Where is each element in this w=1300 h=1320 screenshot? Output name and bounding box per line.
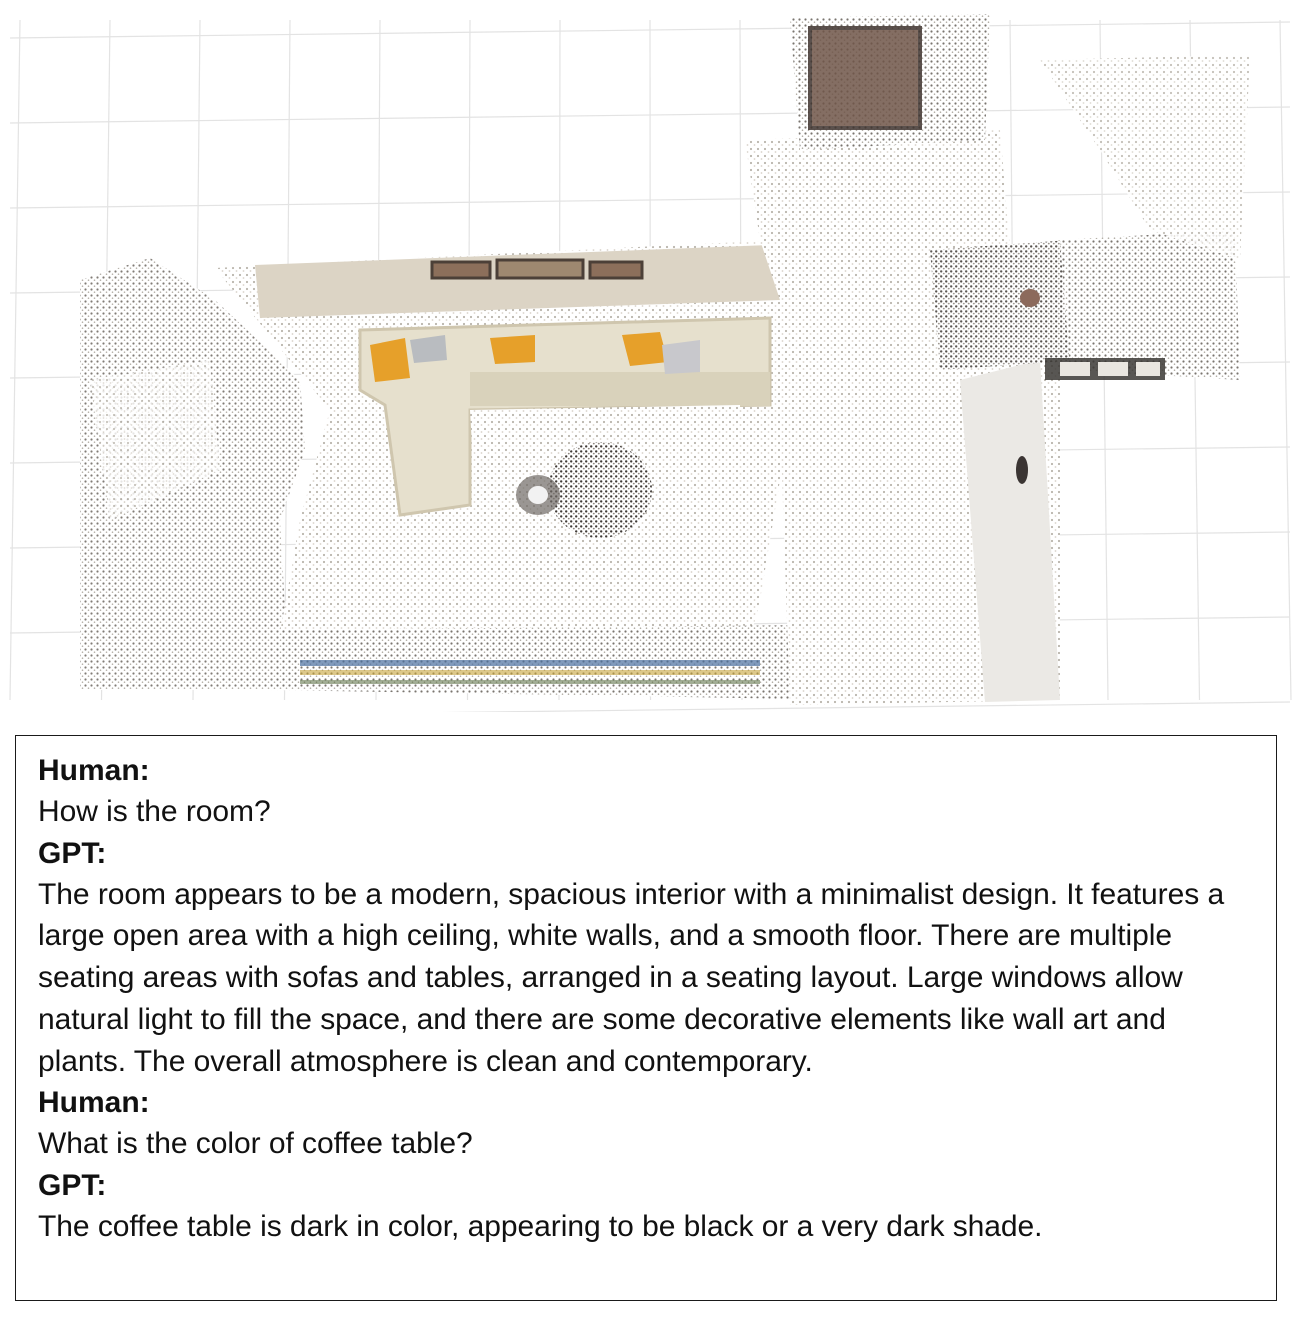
wall-art (432, 262, 490, 278)
door (810, 28, 920, 128)
pillow (370, 338, 410, 382)
conversation-turn (38, 750, 1256, 833)
conversation-turn (38, 1165, 1256, 1248)
speaker-label: GPT: (38, 836, 107, 870)
room-point-cloud (80, 14, 1250, 705)
speaker-label: GPT: (38, 1168, 107, 1202)
conversation-turn (38, 1082, 1256, 1165)
utterance-text: What is the color of coffee table? (38, 1127, 473, 1161)
conversation-turns (38, 750, 1256, 1248)
conversation-box (15, 735, 1277, 1301)
utterance-text: The coffee table is dark in color, appearing to be black or a very dark shade. (38, 1209, 1043, 1243)
utterance-text: How is the room? (38, 795, 271, 828)
speaker-label: Human: (38, 754, 150, 787)
speaker-label: Human: (38, 1086, 150, 1120)
conversation-turn (38, 833, 1256, 1083)
utterance-text: The room appears to be a modern, spacious interior with a minimalist design. It features a large open area with a high ceiling, white walls, and a smooth floor. There are multiple seating areas with sofas and tables, arranged in a seating layout. Large windows allow natural light to fill the space, and there are some decorative elements like wall art and plants. The overall atmosphere is clean and contemporary. (38, 877, 1225, 1078)
coffee-table (548, 442, 652, 538)
